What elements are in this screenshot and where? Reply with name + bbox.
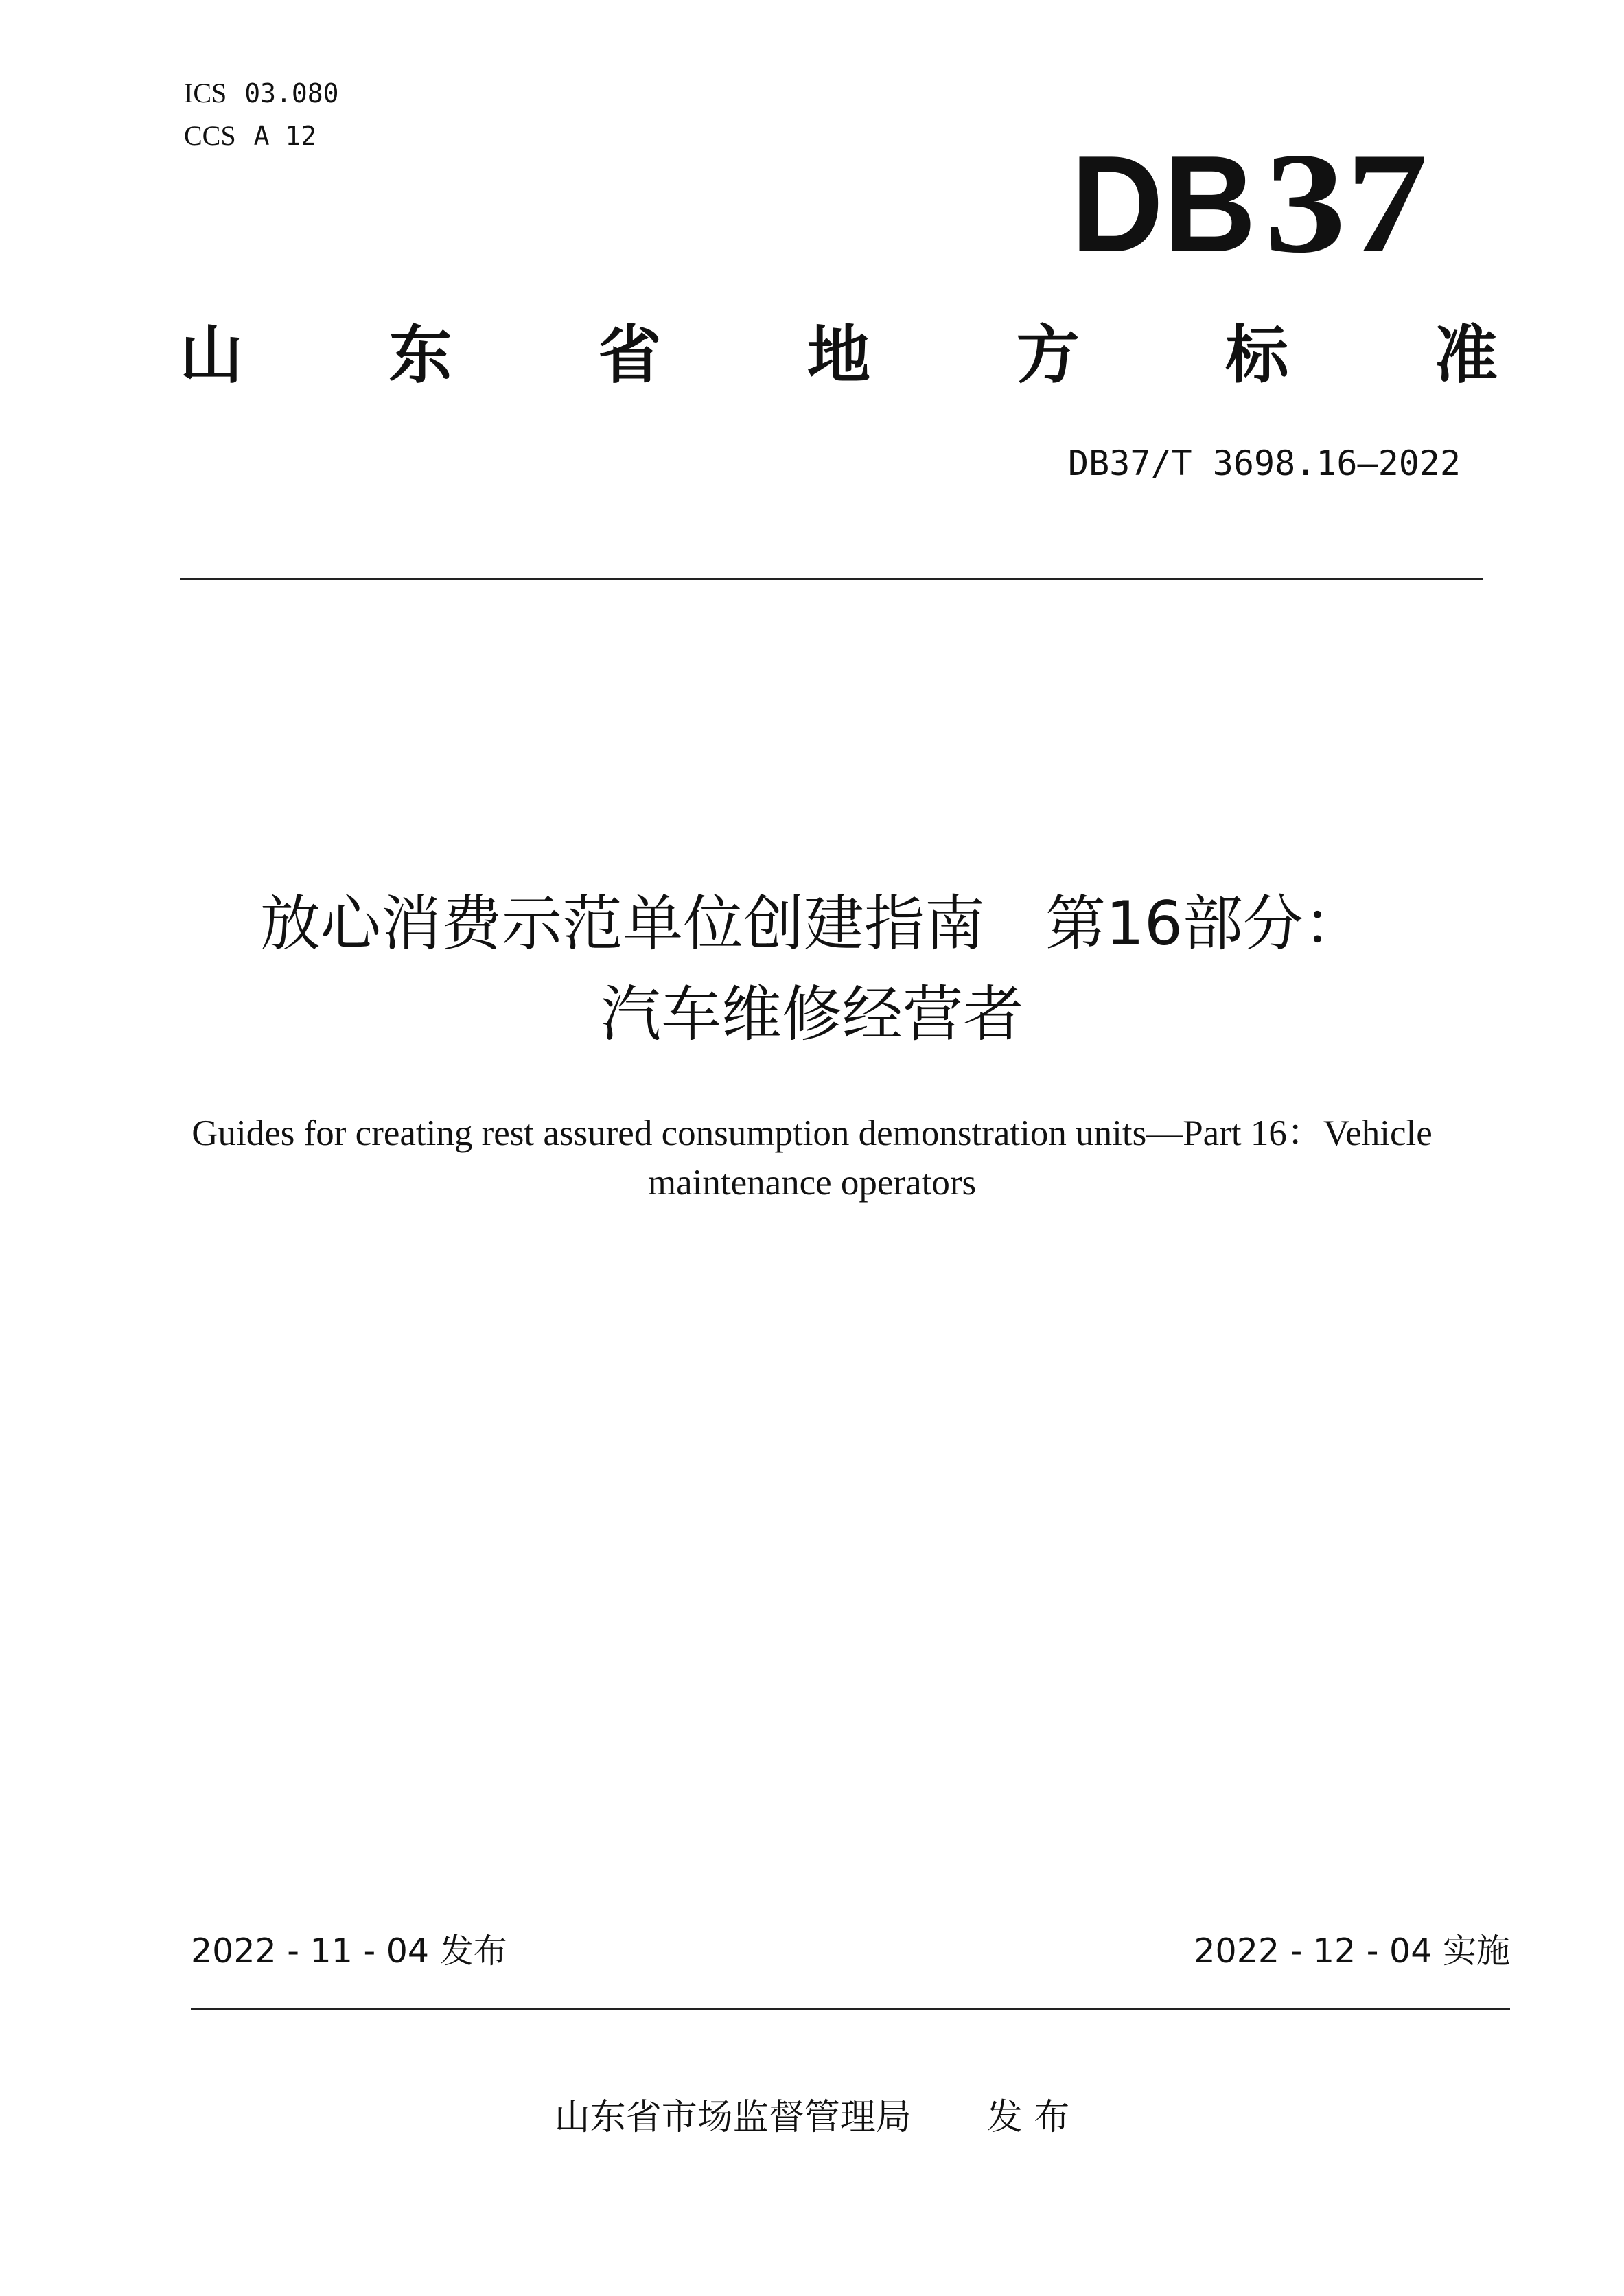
standard-type-char: 方 bbox=[1016, 318, 1080, 392]
issuer-action: 发 布 bbox=[986, 2097, 1070, 2138]
ics-code bbox=[184, 74, 339, 113]
standard-type-char: 地 bbox=[807, 318, 870, 392]
english-title-line2: maintenance operators bbox=[647, 1163, 977, 1203]
issuer-line bbox=[137, 2092, 1487, 2143]
top-divider bbox=[180, 578, 1483, 580]
db-digits: 37 bbox=[1264, 129, 1428, 273]
chinese-title-line1: 放心消费示范单位创建指南 第16部分： bbox=[260, 888, 1364, 959]
chinese-title bbox=[137, 879, 1487, 1060]
standard-type-char: 省 bbox=[598, 318, 662, 392]
english-title-line1: Guides for creating rest assured consumption demonstration units—Part 16：Vehicle bbox=[192, 1113, 1432, 1153]
standard-type-char: 准 bbox=[1434, 318, 1498, 392]
standard-type-char: 标 bbox=[1225, 318, 1289, 392]
english-title bbox=[137, 1109, 1487, 1207]
issuer-name: 山东省市场监督管理局 bbox=[554, 2097, 912, 2138]
db37-logo bbox=[1071, 129, 1428, 273]
chinese-title-line2: 汽车维修经营者 bbox=[600, 979, 1023, 1050]
ccs-code bbox=[184, 117, 316, 155]
publish-date: 2022 - 11 - 04 发布 bbox=[191, 1932, 507, 1971]
db-letters: DB bbox=[1071, 129, 1256, 273]
standard-type-heading bbox=[180, 308, 1498, 404]
standard-number: DB37/T 3698.16—2022 bbox=[1068, 443, 1461, 483]
ccs-label: CCS bbox=[184, 120, 236, 151]
ics-label: ICS bbox=[184, 78, 227, 108]
db37-logo-graphic bbox=[1071, 129, 1428, 273]
standard-type-char: 山 bbox=[180, 318, 244, 392]
implement-date: 2022 - 12 - 04 实施 bbox=[1194, 1932, 1510, 1971]
standard-type-char: 东 bbox=[388, 318, 452, 392]
bottom-divider bbox=[191, 2008, 1510, 2010]
ccs-value: A 12 bbox=[253, 121, 317, 151]
ics-value: 03.080 bbox=[244, 78, 339, 108]
